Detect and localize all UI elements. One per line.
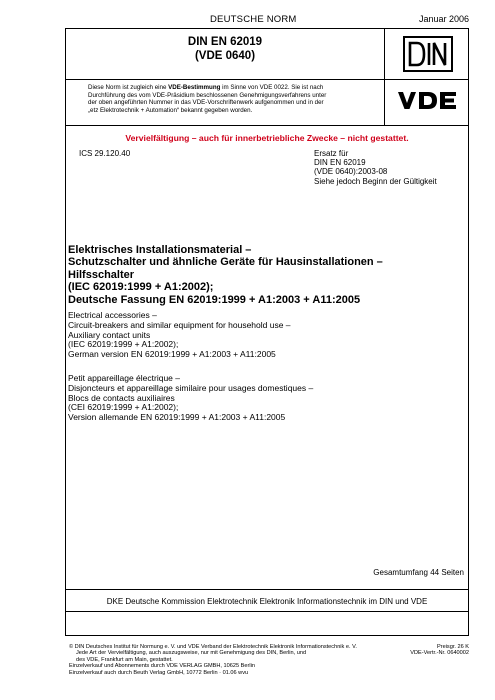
dke-commission: DKE Deutsche Kommission Elektrotechnik Elektronik Informationstechnik im DIN und VDE bbox=[106, 597, 428, 606]
notice-line: der oben angeführten Nummer in das VDE-Vorschriftenwerk aufgenommen und in der bbox=[88, 99, 324, 107]
copyright-footer bbox=[69, 644, 399, 676]
price-line: VDE-Vertr.-Nr. 0640002 bbox=[410, 650, 469, 657]
title-line: Version allemande EN 62019:1999 + A1:2003 + A11:2005 bbox=[68, 412, 286, 423]
title-line: (IEC 62019:1999 + A1:2002); bbox=[68, 281, 214, 294]
divider bbox=[384, 29, 385, 125]
standard-number: DIN EN 62019 bbox=[187, 36, 263, 48]
notice-line: Durchführung des vom VDE-Präsidium beschlossenen Genehmigungsverfahrens unter bbox=[88, 91, 327, 99]
title-line: Elektrisches Installationsmaterial – bbox=[68, 244, 252, 256]
cover-frame bbox=[65, 28, 469, 636]
title-line: Auxiliary contact units bbox=[68, 329, 151, 340]
notice-line: „etz Elektrotechnik + Automation“ bekannt gegeben worden. bbox=[88, 106, 253, 114]
header-norm-type: DEUTSCHE NORM bbox=[210, 14, 297, 25]
price-line: Preisgr. 26 K bbox=[436, 644, 469, 650]
title-german bbox=[68, 244, 463, 306]
title-line: Hilfsschalter bbox=[68, 268, 135, 281]
standard-number-box bbox=[66, 29, 384, 79]
divider bbox=[66, 125, 468, 126]
reproduction-warning: Vervielfältigung – auch für innerbetriebliche Zwecke – nicht gestattet. bbox=[125, 133, 409, 143]
replacement-info bbox=[314, 149, 437, 186]
replacement-line: (VDE 0640):2003-08 bbox=[314, 167, 388, 177]
title-line: (IEC 62019:1999 + A1:2002); bbox=[68, 339, 179, 350]
divider bbox=[66, 589, 468, 590]
title-line: Deutsche Fassung EN 62019:1999 + A1:2003 + A11:2005 bbox=[68, 293, 361, 306]
footer-line: Jede Art der Vervielfältigung, auch auszugsweise, nur mit Genehmigung des DIN, Berlin, und bbox=[76, 650, 307, 657]
title-line: German version EN 62019:1999 + A1:2003 + A11:2005 bbox=[68, 349, 276, 360]
vde-logo bbox=[396, 89, 460, 116]
title-line: Disjoncteurs et appareillage similaire pour usages domestiques – bbox=[68, 382, 314, 393]
vde-number: (VDE 0640) bbox=[194, 50, 256, 62]
title-french bbox=[68, 374, 313, 423]
din-logo bbox=[403, 36, 453, 72]
footer-line: Einzelverkauf auch durch Beuth Verlag GmbH, 10772 Berlin · 01.06 wvu bbox=[69, 669, 249, 676]
ics-code: ICS 29.120.40 bbox=[79, 149, 131, 158]
footer-line: Einzelverkauf und Abonnements durch VDE VERLAG GMBH, 10625 Berlin bbox=[69, 663, 255, 670]
title-line: Circuit-breakers and similar equipment for household use – bbox=[68, 319, 291, 330]
title-line: Electrical accessories – bbox=[68, 310, 157, 320]
title-line: Petit appareillage électrique – bbox=[68, 373, 180, 383]
title-line: Schutzschalter und ähnliche Geräte für Hausinstallationen – bbox=[68, 256, 383, 269]
divider bbox=[66, 611, 468, 612]
divider bbox=[66, 79, 468, 80]
header-date: Januar 2006 bbox=[418, 14, 469, 24]
vde-logo-icon bbox=[396, 89, 460, 111]
notice-line: Diese Norm ist zugleich eine VDE-Bestimmung im Sinne von VDE 0022. Sie ist nach bbox=[88, 84, 324, 91]
replacement-line: Ersatz für bbox=[314, 149, 349, 158]
footer-line: des VDE, Frankfurt am Main, gestattet. bbox=[76, 656, 173, 663]
din-logo-icon bbox=[405, 38, 451, 70]
replacement-line: Siehe jedoch Beginn der Gültigkeit bbox=[314, 176, 437, 186]
footer-line: © DIN Deutsches Institut für Normung e. V. und VDE Verband der Elektrotechnik Elektronik Informationstechnik e. V. bbox=[69, 644, 357, 650]
title-line: Blocs de contacts auxiliaires bbox=[68, 392, 175, 403]
replacement-line: DIN EN 62019 bbox=[314, 158, 366, 168]
vde-notice bbox=[88, 84, 380, 114]
total-pages: Gesamtumfang 44 Seiten bbox=[373, 568, 464, 577]
title-english bbox=[68, 311, 291, 360]
title-line: (CEI 62019:1999 + A1:2002); bbox=[68, 402, 179, 413]
price-group bbox=[410, 644, 469, 657]
